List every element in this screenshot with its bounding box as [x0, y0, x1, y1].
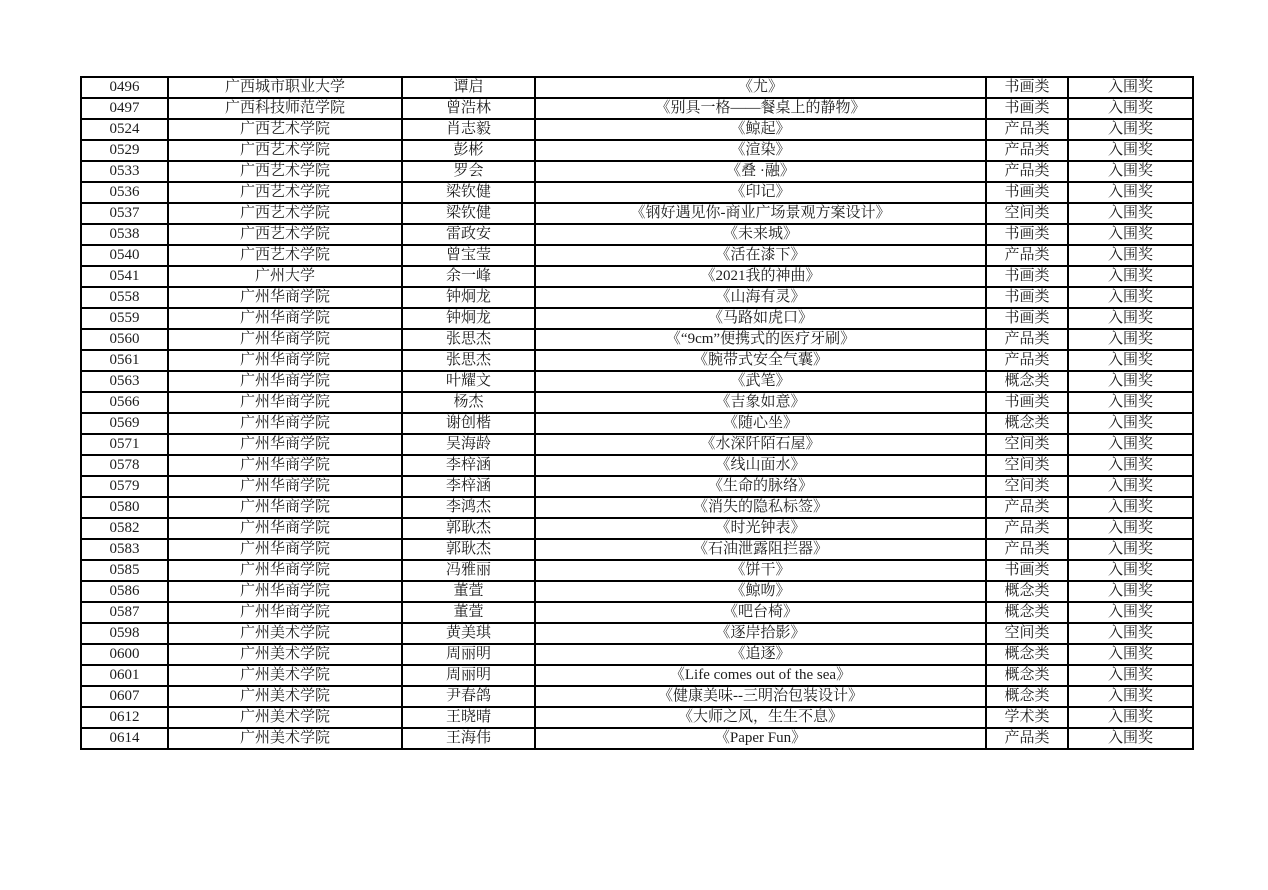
- award-cell: 入围奖: [1068, 665, 1193, 686]
- school-cell: 广州华商学院: [168, 455, 402, 476]
- author-cell: 曾宝莹: [402, 245, 535, 266]
- entry-id-cell: 0497: [81, 98, 168, 119]
- work-title-cell: 《鲸吻》: [535, 581, 986, 602]
- author-cell: 黄美琪: [402, 623, 535, 644]
- award-cell: 入围奖: [1068, 560, 1193, 581]
- work-title-cell: 《消失的隐私标签》: [535, 497, 986, 518]
- work-title-cell: 《吧台椅》: [535, 602, 986, 623]
- table-row: [81, 686, 1193, 707]
- school-cell: 广州美术学院: [168, 707, 402, 728]
- work-title-cell: 《腕带式安全气囊》: [535, 350, 986, 371]
- awards-table: [80, 76, 1194, 750]
- entry-id-cell: 0524: [81, 119, 168, 140]
- table-row: [81, 434, 1193, 455]
- entry-id-cell: 0569: [81, 413, 168, 434]
- work-title-cell: 《线山面水》: [535, 455, 986, 476]
- entry-id-cell: 0579: [81, 476, 168, 497]
- school-cell: 广州华商学院: [168, 602, 402, 623]
- category-cell: 空间类: [986, 455, 1068, 476]
- award-cell: 入围奖: [1068, 224, 1193, 245]
- school-cell: 广西艺术学院: [168, 245, 402, 266]
- entry-id-cell: 0538: [81, 224, 168, 245]
- author-cell: 郭耿杰: [402, 518, 535, 539]
- author-cell: 冯雅丽: [402, 560, 535, 581]
- work-title-cell: 《尤》: [535, 77, 986, 98]
- work-title-cell: 《Paper Fun》: [535, 728, 986, 749]
- entry-id-cell: 0559: [81, 308, 168, 329]
- table-row: [81, 728, 1193, 749]
- work-title-cell: 《2021我的神曲》: [535, 266, 986, 287]
- table-row: [81, 413, 1193, 434]
- author-cell: 张思杰: [402, 329, 535, 350]
- award-cell: 入围奖: [1068, 497, 1193, 518]
- work-title-cell: 《Life comes out of the sea》: [535, 665, 986, 686]
- category-cell: 书画类: [986, 266, 1068, 287]
- award-cell: 入围奖: [1068, 140, 1193, 161]
- author-cell: 周丽明: [402, 665, 535, 686]
- entry-id-cell: 0571: [81, 434, 168, 455]
- award-cell: 入围奖: [1068, 392, 1193, 413]
- entry-id-cell: 0541: [81, 266, 168, 287]
- author-cell: 梁钦健: [402, 203, 535, 224]
- school-cell: 广西艺术学院: [168, 161, 402, 182]
- author-cell: 钟炯龙: [402, 287, 535, 308]
- work-title-cell: 《生命的脉络》: [535, 476, 986, 497]
- author-cell: 钟炯龙: [402, 308, 535, 329]
- table-row: [81, 161, 1193, 182]
- category-cell: 产品类: [986, 518, 1068, 539]
- work-title-cell: 《印记》: [535, 182, 986, 203]
- school-cell: 广州华商学院: [168, 329, 402, 350]
- category-cell: 书画类: [986, 308, 1068, 329]
- school-cell: 广州美术学院: [168, 644, 402, 665]
- work-title-cell: 《“9cm”便携式的医疗牙刷》: [535, 329, 986, 350]
- entry-id-cell: 0585: [81, 560, 168, 581]
- work-title-cell: 《随心坐》: [535, 413, 986, 434]
- author-cell: 董萱: [402, 581, 535, 602]
- entry-id-cell: 0578: [81, 455, 168, 476]
- entry-id-cell: 0607: [81, 686, 168, 707]
- school-cell: 广州华商学院: [168, 350, 402, 371]
- table-row: [81, 602, 1193, 623]
- school-cell: 广州华商学院: [168, 392, 402, 413]
- author-cell: 尹春鸽: [402, 686, 535, 707]
- table-row: [81, 98, 1193, 119]
- entry-id-cell: 0586: [81, 581, 168, 602]
- school-cell: 广西艺术学院: [168, 224, 402, 245]
- author-cell: 余一峰: [402, 266, 535, 287]
- work-title-cell: 《逐岸拾影》: [535, 623, 986, 644]
- award-cell: 入围奖: [1068, 371, 1193, 392]
- category-cell: 空间类: [986, 476, 1068, 497]
- category-cell: 产品类: [986, 728, 1068, 749]
- category-cell: 书画类: [986, 98, 1068, 119]
- table-row: [81, 140, 1193, 161]
- table-row: [81, 518, 1193, 539]
- award-cell: 入围奖: [1068, 266, 1193, 287]
- category-cell: 概念类: [986, 686, 1068, 707]
- award-cell: 入围奖: [1068, 119, 1193, 140]
- award-cell: 入围奖: [1068, 161, 1193, 182]
- entry-id-cell: 0560: [81, 329, 168, 350]
- author-cell: 叶耀文: [402, 371, 535, 392]
- category-cell: 学术类: [986, 707, 1068, 728]
- table-row: [81, 245, 1193, 266]
- school-cell: 广西艺术学院: [168, 119, 402, 140]
- school-cell: 广州华商学院: [168, 413, 402, 434]
- author-cell: 李梓涵: [402, 476, 535, 497]
- category-cell: 概念类: [986, 581, 1068, 602]
- table-row: [81, 476, 1193, 497]
- award-cell: 入围奖: [1068, 182, 1193, 203]
- award-cell: 入围奖: [1068, 476, 1193, 497]
- table-row: [81, 665, 1193, 686]
- school-cell: 广州大学: [168, 266, 402, 287]
- entry-id-cell: 0600: [81, 644, 168, 665]
- table-row: [81, 224, 1193, 245]
- category-cell: 概念类: [986, 413, 1068, 434]
- award-cell: 入围奖: [1068, 707, 1193, 728]
- entry-id-cell: 0566: [81, 392, 168, 413]
- award-cell: 入围奖: [1068, 287, 1193, 308]
- work-title-cell: 《马路如虎口》: [535, 308, 986, 329]
- category-cell: 空间类: [986, 203, 1068, 224]
- category-cell: 书画类: [986, 287, 1068, 308]
- category-cell: 书画类: [986, 77, 1068, 98]
- category-cell: 产品类: [986, 350, 1068, 371]
- school-cell: 广西城市职业大学: [168, 77, 402, 98]
- work-title-cell: 《渲染》: [535, 140, 986, 161]
- category-cell: 空间类: [986, 623, 1068, 644]
- category-cell: 产品类: [986, 245, 1068, 266]
- work-title-cell: 《钢好遇见你-商业广场景观方案设计》: [535, 203, 986, 224]
- category-cell: 空间类: [986, 434, 1068, 455]
- entry-id-cell: 0614: [81, 728, 168, 749]
- author-cell: 王海伟: [402, 728, 535, 749]
- work-title-cell: 《吉象如意》: [535, 392, 986, 413]
- school-cell: 广西科技师范学院: [168, 98, 402, 119]
- awards-table-body: [81, 77, 1193, 749]
- school-cell: 广州华商学院: [168, 476, 402, 497]
- award-cell: 入围奖: [1068, 518, 1193, 539]
- category-cell: 概念类: [986, 371, 1068, 392]
- table-row: [81, 392, 1193, 413]
- author-cell: 曾浩林: [402, 98, 535, 119]
- category-cell: 产品类: [986, 161, 1068, 182]
- entry-id-cell: 0496: [81, 77, 168, 98]
- school-cell: 广州华商学院: [168, 308, 402, 329]
- table-row: [81, 455, 1193, 476]
- table-row: [81, 581, 1193, 602]
- entry-id-cell: 0601: [81, 665, 168, 686]
- work-title-cell: 《武笔》: [535, 371, 986, 392]
- school-cell: 广西艺术学院: [168, 203, 402, 224]
- entry-id-cell: 0583: [81, 539, 168, 560]
- table-row: [81, 623, 1193, 644]
- author-cell: 李鸿杰: [402, 497, 535, 518]
- table-row: [81, 371, 1193, 392]
- author-cell: 肖志毅: [402, 119, 535, 140]
- school-cell: 广州华商学院: [168, 518, 402, 539]
- category-cell: 概念类: [986, 602, 1068, 623]
- award-cell: 入围奖: [1068, 623, 1193, 644]
- category-cell: 产品类: [986, 497, 1068, 518]
- school-cell: 广州美术学院: [168, 665, 402, 686]
- author-cell: 周丽明: [402, 644, 535, 665]
- table-row: [81, 203, 1193, 224]
- school-cell: 广州华商学院: [168, 581, 402, 602]
- table-row: [81, 77, 1193, 98]
- award-cell: 入围奖: [1068, 77, 1193, 98]
- school-cell: 广州华商学院: [168, 539, 402, 560]
- table-row: [81, 329, 1193, 350]
- entry-id-cell: 0612: [81, 707, 168, 728]
- author-cell: 董萱: [402, 602, 535, 623]
- author-cell: 杨杰: [402, 392, 535, 413]
- award-cell: 入围奖: [1068, 308, 1193, 329]
- author-cell: 雷政安: [402, 224, 535, 245]
- table-row: [81, 707, 1193, 728]
- school-cell: 广州华商学院: [168, 287, 402, 308]
- award-cell: 入围奖: [1068, 329, 1193, 350]
- entry-id-cell: 0561: [81, 350, 168, 371]
- school-cell: 广州华商学院: [168, 560, 402, 581]
- award-cell: 入围奖: [1068, 455, 1193, 476]
- school-cell: 广西艺术学院: [168, 182, 402, 203]
- category-cell: 概念类: [986, 665, 1068, 686]
- award-cell: 入围奖: [1068, 413, 1193, 434]
- work-title-cell: 《鲸起》: [535, 119, 986, 140]
- award-cell: 入围奖: [1068, 434, 1193, 455]
- table-row: [81, 539, 1193, 560]
- table-row: [81, 182, 1193, 203]
- author-cell: 谢创楷: [402, 413, 535, 434]
- award-cell: 入围奖: [1068, 350, 1193, 371]
- work-title-cell: 《健康美味--三明治包装设计》: [535, 686, 986, 707]
- table-row: [81, 119, 1193, 140]
- table-row: [81, 266, 1193, 287]
- author-cell: 张思杰: [402, 350, 535, 371]
- entry-id-cell: 0529: [81, 140, 168, 161]
- work-title-cell: 《时光钟表》: [535, 518, 986, 539]
- work-title-cell: 《大师之风，生生不息》: [535, 707, 986, 728]
- work-title-cell: 《饼干》: [535, 560, 986, 581]
- category-cell: 产品类: [986, 140, 1068, 161]
- category-cell: 书画类: [986, 392, 1068, 413]
- school-cell: 广西艺术学院: [168, 140, 402, 161]
- author-cell: 吴海龄: [402, 434, 535, 455]
- table-row: [81, 560, 1193, 581]
- award-cell: 入围奖: [1068, 581, 1193, 602]
- award-cell: 入围奖: [1068, 98, 1193, 119]
- entry-id-cell: 0587: [81, 602, 168, 623]
- author-cell: 梁钦健: [402, 182, 535, 203]
- school-cell: 广州美术学院: [168, 728, 402, 749]
- entry-id-cell: 0582: [81, 518, 168, 539]
- work-title-cell: 《追逐》: [535, 644, 986, 665]
- table-row: [81, 644, 1193, 665]
- award-cell: 入围奖: [1068, 602, 1193, 623]
- author-cell: 王晓晴: [402, 707, 535, 728]
- category-cell: 产品类: [986, 539, 1068, 560]
- award-cell: 入围奖: [1068, 686, 1193, 707]
- award-cell: 入围奖: [1068, 203, 1193, 224]
- category-cell: 书画类: [986, 560, 1068, 581]
- school-cell: 广州华商学院: [168, 497, 402, 518]
- school-cell: 广州华商学院: [168, 371, 402, 392]
- work-title-cell: 《水深阡陌石屋》: [535, 434, 986, 455]
- entry-id-cell: 0536: [81, 182, 168, 203]
- award-cell: 入围奖: [1068, 539, 1193, 560]
- work-title-cell: 《别具一格——餐桌上的静物》: [535, 98, 986, 119]
- work-title-cell: 《山海有灵》: [535, 287, 986, 308]
- work-title-cell: 《未来城》: [535, 224, 986, 245]
- category-cell: 产品类: [986, 119, 1068, 140]
- entry-id-cell: 0533: [81, 161, 168, 182]
- work-title-cell: 《石油泄露阻拦器》: [535, 539, 986, 560]
- entry-id-cell: 0540: [81, 245, 168, 266]
- author-cell: 彭彬: [402, 140, 535, 161]
- category-cell: 产品类: [986, 329, 1068, 350]
- award-cell: 入围奖: [1068, 644, 1193, 665]
- school-cell: 广州美术学院: [168, 623, 402, 644]
- author-cell: 谭启: [402, 77, 535, 98]
- category-cell: 概念类: [986, 644, 1068, 665]
- school-cell: 广州华商学院: [168, 434, 402, 455]
- table-row: [81, 287, 1193, 308]
- category-cell: 书画类: [986, 182, 1068, 203]
- entry-id-cell: 0537: [81, 203, 168, 224]
- author-cell: 郭耿杰: [402, 539, 535, 560]
- school-cell: 广州美术学院: [168, 686, 402, 707]
- table-row: [81, 497, 1193, 518]
- award-cell: 入围奖: [1068, 728, 1193, 749]
- author-cell: 罗会: [402, 161, 535, 182]
- entry-id-cell: 0580: [81, 497, 168, 518]
- work-title-cell: 《活在漆下》: [535, 245, 986, 266]
- entry-id-cell: 0598: [81, 623, 168, 644]
- category-cell: 书画类: [986, 224, 1068, 245]
- entry-id-cell: 0563: [81, 371, 168, 392]
- author-cell: 李梓涵: [402, 455, 535, 476]
- award-cell: 入围奖: [1068, 245, 1193, 266]
- table-row: [81, 308, 1193, 329]
- work-title-cell: 《叠 ·融》: [535, 161, 986, 182]
- entry-id-cell: 0558: [81, 287, 168, 308]
- table-row: [81, 350, 1193, 371]
